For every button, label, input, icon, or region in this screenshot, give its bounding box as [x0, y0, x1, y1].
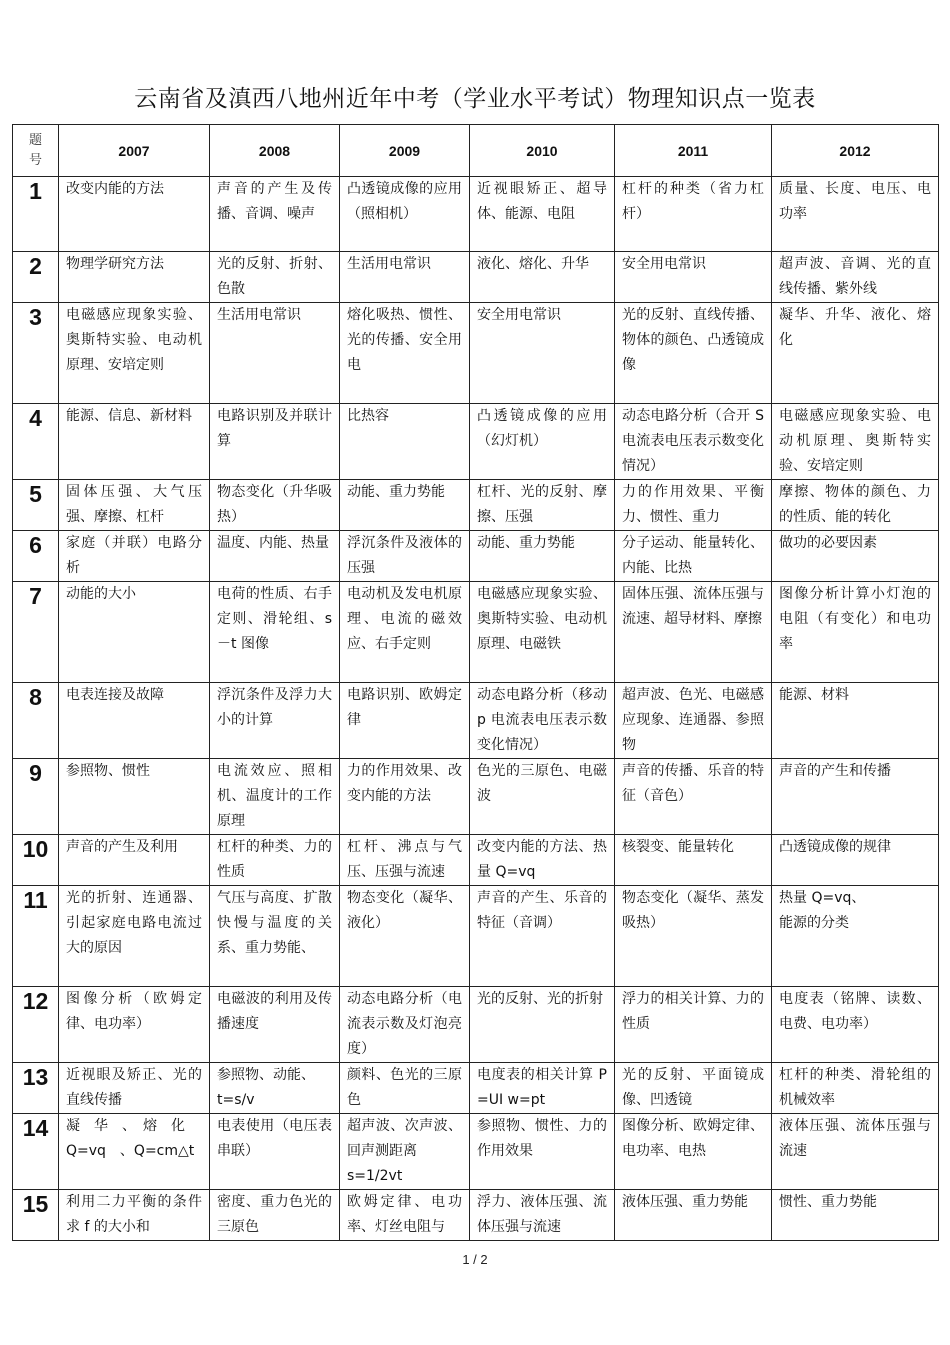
topic-cell: 电动机及发电机原理、电流的磁效应、右手定则 [340, 582, 470, 683]
question-number: 1 [13, 177, 59, 252]
topic-cell: 核裂变、能量转化 [615, 835, 772, 886]
topic-cell: 电磁感应现象实验、电动机原理、奥斯特实验、安培定则 [772, 404, 939, 480]
topic-cell: 杠杆的种类、力的性质 [210, 835, 340, 886]
question-number: 12 [13, 987, 59, 1063]
topic-cell: 力的作用效果、改变内能的方法 [340, 759, 470, 835]
topic-cell: 参照物、惯性、力的作用效果 [470, 1114, 615, 1190]
topic-cell: 凸透镜成像的应用（幻灯机） [470, 404, 615, 480]
topic-cell: 利用二力平衡的条件求 f 的大小和 [59, 1190, 210, 1241]
table-row [13, 252, 939, 303]
topic-cell: 做功的必要因素 [772, 531, 939, 582]
year-header: 2011 [615, 125, 772, 177]
question-number: 14 [13, 1114, 59, 1190]
question-number: 10 [13, 835, 59, 886]
table-row [13, 1114, 939, 1190]
topic-cell: 凝 华 、 熔 化 Q=vq 、Q=cm△t [59, 1114, 210, 1190]
topic-cell: 能源、材料 [772, 683, 939, 759]
topic-cell: 动态电路分析（电流表示数及灯泡亮度） [340, 987, 470, 1063]
topic-cell: 安全用电常识 [470, 303, 615, 404]
topic-cell: 温度、内能、热量 [210, 531, 340, 582]
topic-cell: 电流效应、照相机、温度计的工作原理 [210, 759, 340, 835]
topic-cell: 杠杆的种类、滑轮组的机械效率 [772, 1063, 939, 1114]
topic-cell: 物态变化（凝华、蒸发吸热） [615, 886, 772, 987]
topic-cell: 安全用电常识 [615, 252, 772, 303]
topic-cell: 液体压强、重力势能 [615, 1190, 772, 1241]
topic-cell: 凸透镜成像的应用（照相机） [340, 177, 470, 252]
question-number: 3 [13, 303, 59, 404]
topic-cell: 动能、重力势能 [470, 531, 615, 582]
topic-cell: 欧姆定律、电功率、灯丝电阻与 [340, 1190, 470, 1241]
table-row [13, 1190, 939, 1241]
topic-cell: 物态变化（凝华、液化） [340, 886, 470, 987]
knowledge-table [12, 124, 939, 1241]
page-title: 云南省及滇西八地州近年中考（学业水平考试）物理知识点一览表 [134, 86, 816, 112]
topic-cell: 比热容 [340, 404, 470, 480]
topic-cell: 改变内能的方法、热量 Q=vq [470, 835, 615, 886]
table-row [13, 531, 939, 582]
question-number: 5 [13, 480, 59, 531]
table-row [13, 1063, 939, 1114]
question-number: 6 [13, 531, 59, 582]
topic-cell: 液体压强、流体压强与流速 [772, 1114, 939, 1190]
year-header: 2007 [59, 125, 210, 177]
topic-cell: 声音的产生及利用 [59, 835, 210, 886]
topic-cell: 超声波、色光、电磁感应现象、连通器、参照物 [615, 683, 772, 759]
question-number: 2 [13, 252, 59, 303]
question-number: 11 [13, 886, 59, 987]
table-row [13, 759, 939, 835]
topic-cell: 杠杆、光的反射、摩擦、压强 [470, 480, 615, 531]
topic-cell: 电磁波的利用及传播速度 [210, 987, 340, 1063]
header-row [13, 125, 939, 177]
topic-cell: 动态电路分析（合开 S 电流表电压表示数变化情况） [615, 404, 772, 480]
table-row [13, 480, 939, 531]
topic-cell: 质量、长度、电压、电功率 [772, 177, 939, 252]
topic-cell: 物理学研究方法 [59, 252, 210, 303]
question-number-header: 题 号 [13, 125, 59, 177]
topic-cell: 浮沉条件及浮力大小的计算 [210, 683, 340, 759]
topic-cell: 电表连接及故障 [59, 683, 210, 759]
topic-cell: 固体压强、大气压强、摩擦、杠杆 [59, 480, 210, 531]
topic-cell: 浮力、液体压强、流体压强与流速 [470, 1190, 615, 1241]
topic-cell: 物态变化（升华吸热） [210, 480, 340, 531]
topic-cell: 声音的产生及传播、音调、噪声 [210, 177, 340, 252]
topic-cell: 浮力的相关计算、力的性质 [615, 987, 772, 1063]
topic-cell: 电表使用（电压表串联） [210, 1114, 340, 1190]
topic-cell: 光的反射、平面镜成像、凹透镜 [615, 1063, 772, 1114]
topic-cell: 分子运动、能量转化、内能、比热 [615, 531, 772, 582]
question-number: 8 [13, 683, 59, 759]
topic-cell: 惯性、重力势能 [772, 1190, 939, 1241]
topic-cell: 电度表的相关计算 P=UI w=pt [470, 1063, 615, 1114]
topic-cell: 色光的三原色、电磁波 [470, 759, 615, 835]
topic-cell: 能源、信息、新材料 [59, 404, 210, 480]
topic-cell: 超声波、次声波、回声测距离 s=1/2vt [340, 1114, 470, 1190]
topic-cell: 动能的大小 [59, 582, 210, 683]
topic-cell: 电路识别、欧姆定律 [340, 683, 470, 759]
topic-cell: 参照物、惯性 [59, 759, 210, 835]
topic-cell: 密度、重力色光的三原色 [210, 1190, 340, 1241]
topic-cell: 电磁感应现象实验、奥斯特实验、电动机原理、电磁铁 [470, 582, 615, 683]
topic-cell: 浮沉条件及液体的压强 [340, 531, 470, 582]
table-row [13, 835, 939, 886]
topic-cell: 凸透镜成像的规律 [772, 835, 939, 886]
year-header: 2010 [470, 125, 615, 177]
topic-cell: 液化、熔化、升华 [470, 252, 615, 303]
topic-cell: 电路识别及并联计算 [210, 404, 340, 480]
year-header: 2009 [340, 125, 470, 177]
topic-cell: 杠杆的种类（省力杠杆） [615, 177, 772, 252]
topic-cell: 声音的产生、乐音的特征（音调） [470, 886, 615, 987]
page-number: 1 / 2 [462, 1252, 488, 1267]
question-number: 13 [13, 1063, 59, 1114]
topic-cell: 生活用电常识 [340, 252, 470, 303]
table-row [13, 987, 939, 1063]
topic-cell: 电荷的性质、右手定则、滑轮组、s－t 图像 [210, 582, 340, 683]
topic-cell: 电磁感应现象实验、奥斯特实验、电动机原理、安培定则 [59, 303, 210, 404]
table-row [13, 582, 939, 683]
question-number: 9 [13, 759, 59, 835]
topic-cell: 固体压强、流体压强与流速、超导材料、摩擦 [615, 582, 772, 683]
table-row [13, 177, 939, 252]
topic-cell: 超声波、音调、光的直线传播、紫外线 [772, 252, 939, 303]
topic-cell: 动态电路分析（移动 p 电流表电压表示数变化情况） [470, 683, 615, 759]
topic-cell: 颜料、色光的三原色 [340, 1063, 470, 1114]
topic-cell: 气压与高度、扩散快慢与温度的关系、重力势能、 [210, 886, 340, 987]
topic-cell: 图像分析（欧姆定律、电功率） [59, 987, 210, 1063]
question-number: 4 [13, 404, 59, 480]
table-row [13, 303, 939, 404]
topic-cell: 热量 Q=vq、 能源的分类 [772, 886, 939, 987]
topic-cell: 光的反射、直线传播、物体的颜色、凸透镜成像 [615, 303, 772, 404]
topic-cell: 声音的传播、乐音的特征（音色） [615, 759, 772, 835]
topic-cell: 摩擦、物体的颜色、力的性质、能的转化 [772, 480, 939, 531]
question-number: 15 [13, 1190, 59, 1241]
topic-cell: 生活用电常识 [210, 303, 340, 404]
topic-cell: 力的作用效果、平衡力、惯性、重力 [615, 480, 772, 531]
topic-cell: 图像分析、欧姆定律、电功率、电热 [615, 1114, 772, 1190]
year-header: 2008 [210, 125, 340, 177]
topic-cell: 电度表（铭牌、读数、电费、电功率） [772, 987, 939, 1063]
topic-cell: 近视眼及矫正、光的直线传播 [59, 1063, 210, 1114]
topic-cell: 近视眼矫正、超导体、能源、电阻 [470, 177, 615, 252]
table-row [13, 683, 939, 759]
question-number: 7 [13, 582, 59, 683]
topic-cell: 光的反射、光的折射 [470, 987, 615, 1063]
table-row [13, 886, 939, 987]
topic-cell: 动能、重力势能 [340, 480, 470, 531]
topic-cell: 光的反射、折射、色散 [210, 252, 340, 303]
year-header: 2012 [772, 125, 939, 177]
topic-cell: 光的折射、连通器、引起家庭电路电流过大的原因 [59, 886, 210, 987]
topic-cell: 凝华、升华、液化、熔化 [772, 303, 939, 404]
topic-cell: 改变内能的方法 [59, 177, 210, 252]
topic-cell: 参照物、动能、 t=s/v [210, 1063, 340, 1114]
table-row [13, 404, 939, 480]
topic-cell: 图像分析计算小灯泡的电阻（有变化）和电功率 [772, 582, 939, 683]
topic-cell: 杠杆、沸点与气压、压强与流速 [340, 835, 470, 886]
topic-cell: 声音的产生和传播 [772, 759, 939, 835]
topic-cell: 家庭（并联）电路分析 [59, 531, 210, 582]
topic-cell: 熔化吸热、惯性、光的传播、安全用电 [340, 303, 470, 404]
